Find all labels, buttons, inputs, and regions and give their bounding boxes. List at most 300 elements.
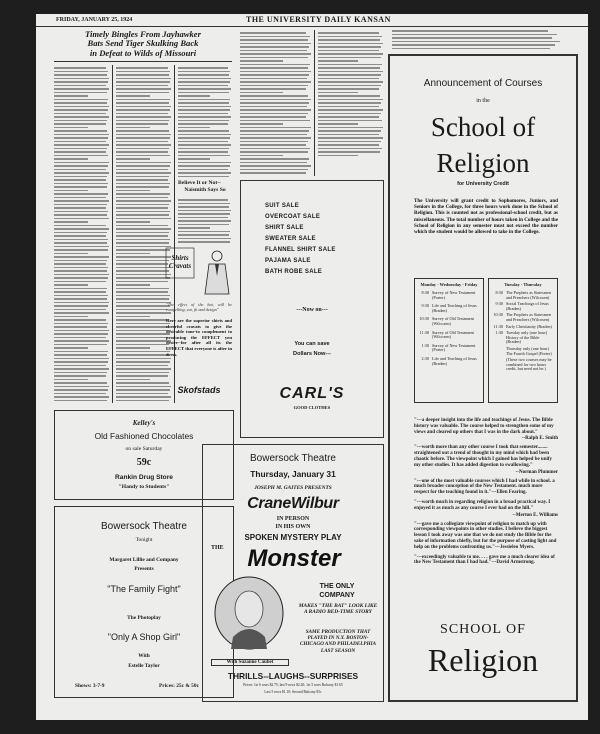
text-line [54,361,108,363]
text-line [178,231,230,233]
text-line [240,102,309,104]
text-line [54,74,107,76]
text-line [54,99,108,101]
text-line [54,204,107,206]
monster-company-2: COMPANY [319,592,355,599]
text-line [54,239,108,241]
text-line [116,127,150,129]
text-line [178,74,229,76]
text-line [240,137,311,139]
text-line [116,326,169,328]
text-line [54,288,107,290]
text-line [54,120,107,122]
text-line [240,148,310,150]
text-line [116,99,170,101]
text-line [116,235,168,237]
now-on: ---Now on--- [296,307,328,313]
kelleys-line-3: on sale Saturday [125,446,163,452]
text-line [240,109,311,111]
text-line [318,144,379,146]
text-line [54,176,107,178]
text-line [318,95,380,97]
text-line [116,400,169,402]
text-line [54,309,106,311]
text-line [116,242,169,244]
text-line [318,36,382,38]
monster-blurb-2: SAME PRODUCTION THAT PLAYED IN N.Y. BOSTON-CHICAGO AND PHILADELPHIA LAST SEASON [299,629,377,654]
kelleys-slogan: "Handy to Students" [118,484,170,490]
text-line [240,127,311,129]
testimonial: "---worth much in regarding religion in a broad practical way. I enjoyed it as much as any course I ever had on the hill." --Merton E. Williams [414,499,558,518]
bowersock-presenter: Margaret Lillie and Company [109,557,179,563]
kelleys-line-1: Kelley's [132,419,156,427]
text-line [116,113,168,115]
religion-in-the: in the [476,98,490,104]
text-line [116,207,168,209]
text-line [178,213,230,215]
text-line [54,386,109,388]
text-line [116,365,168,367]
text-line [54,281,106,283]
sale-item: FLANNEL SHIRT SALE [265,247,336,253]
bowersock-shows: Shows: 3-7-9 [75,683,105,689]
text-line [178,85,228,87]
text-line [116,319,168,321]
religion-credit: for University Credit [457,181,509,187]
text-line [116,162,171,164]
save-line-2: Dollars Now--- [293,351,331,357]
school-of-religion-ad [388,54,578,702]
text-line [54,344,107,346]
text-line [178,206,229,208]
text-line [54,165,108,167]
monster-spoken: SPOKEN MYSTERY PLAY [244,533,342,542]
text-line [116,288,169,290]
text-line [116,71,170,73]
text-line [116,88,171,90]
text-line [240,99,311,101]
monster-in-his-own: IN HIS OWN [275,524,311,530]
text-line [178,238,231,240]
text-line [116,120,169,122]
text-line [240,64,310,66]
text-line [178,78,231,80]
text-line [54,200,109,202]
text-line [54,302,109,304]
text-line [54,78,109,80]
text-line [116,389,170,391]
text-line [54,375,106,377]
text-line [178,123,228,125]
text-line [54,316,88,318]
text-line [54,95,88,97]
text-line [178,162,231,164]
text-line [54,400,107,402]
monster-play-ad [202,444,384,702]
text-line [54,382,107,384]
text-line [54,326,107,328]
monster-the: THE [211,545,224,551]
text-line [318,50,379,52]
text-line [178,165,230,167]
text-line [54,172,109,174]
text-line [392,48,550,50]
text-line [54,162,109,164]
text-line [318,32,379,34]
text-line [392,30,548,32]
text-line [116,382,169,384]
text-line [240,116,306,118]
text-line [116,183,170,185]
text-line [116,281,168,283]
text-line [240,57,308,59]
text-line [240,123,283,125]
text-line [178,241,230,243]
crane-wilbur-portrait [211,575,287,657]
text-line [392,44,555,46]
text-line [240,169,308,171]
text-line [178,155,230,157]
text-line [240,39,308,41]
text-line [240,50,307,52]
text-line [116,277,170,279]
text-line [178,224,229,226]
text-line [116,267,170,269]
text-line [392,34,557,36]
tt-schedule [488,278,558,403]
text-line [178,144,231,146]
text-line [54,337,106,339]
text-line [318,137,383,139]
text-line [240,60,283,62]
text-line [318,155,358,157]
text-line [54,221,88,223]
text-line [54,144,109,146]
text-line [54,372,107,374]
newspaper-title: THE UNIVERSITY DAILY KANSAN [246,15,391,24]
text-line [116,197,168,199]
text-line [116,256,171,258]
tt-heading: Tuesday - Thursday [504,282,542,287]
text-line [116,193,170,195]
text-line [240,46,309,48]
carls-logo: CARL'S [279,385,345,402]
text-line [54,347,88,349]
testimonial: "---one of the most valuable courses which I had while in school. a much broader conception of the New Testament. much more respect for the teaching found in it."---Ellen Fearing. [414,478,555,496]
bowersock-title: Bowersock Theatre [101,521,187,532]
testimonial: "---worth more than any other course I took that semester........ straightened out a trend of thought in my mind which had been chaotic before. The viewpoint which I gained has helped be unify my other studies. It has added digestion to swallowing." --Norman Plummer [414,445,558,475]
text-line [54,85,106,87]
text-line [240,53,311,55]
testimonial: "---gave me a collegiate viewpoint of religion to match up with corresponding viewpoints in other studies. I believe the biggest lesson I took away was one that we do not study the Bible for the sake of information chiefly, but for the purpose of casting light and help on the problems confronting us."---Jessieleo Myers. [414,521,557,550]
text-line [54,235,106,237]
text-line [318,127,383,129]
text-line [178,227,210,229]
text-line [116,148,169,150]
text-line [54,295,108,297]
text-line [318,39,380,41]
text-line [178,102,229,104]
text-line [116,396,171,398]
text-line [54,256,109,258]
schedule-row: Thursday only (one hour) The Fourth Gospel (Porter) [506,345,552,356]
text-line [178,172,231,174]
schedule-row: 11:30 Early Christianity (Braden) [493,323,552,329]
text-line [116,176,169,178]
text-line [54,319,106,321]
text-line [178,220,231,222]
text-line [54,214,107,216]
text-line [178,92,229,94]
text-line [54,267,108,269]
sale-item: SHIRT SALE [265,225,304,231]
text-line [116,92,169,94]
text-line [116,347,150,349]
schedule-row: 8:30 Survey of New Testament (Porter) [421,290,476,300]
text-line [318,141,381,143]
text-line [178,88,231,90]
text-line [116,232,169,234]
text-line [116,137,170,139]
text-line [240,144,306,146]
text-line [54,193,108,195]
carls-sale-ad [240,180,384,438]
monster-company-1: THE ONLY [319,583,355,590]
text-line [54,354,107,356]
text-line [116,130,169,132]
text-line [116,228,171,230]
text-line [116,218,171,220]
religion-intro: The University will grant credit to Sophomores, Juniors, and Seniors in the College, for three hours work done in the School of Religion. This is counted not as professional-school credit, but as miscellaneous. The total number of hours taken in College and the School of Religion in any semester must not exceed the number which the student would be allowed to take in the College. [414,198,558,236]
text-line [54,274,109,276]
text-line [54,358,109,360]
text-line [318,71,383,73]
text-line [318,92,358,94]
text-line [318,53,383,55]
text-line [54,253,88,255]
shirts-cravats-logo: Shirts Cravats [168,254,192,270]
text-line [116,316,150,318]
schedule-row: 2:30 Life and Teaching of Jesus (Braden) [421,355,477,366]
text-line [116,211,170,213]
text-line [54,92,107,94]
text-line [116,333,170,335]
text-line [240,155,283,157]
text-line [116,81,170,83]
text-line [318,57,381,59]
text-line [116,158,150,160]
bowersock-presents: Presents [134,566,154,572]
text-line [116,309,168,311]
text-line [116,305,170,307]
text-line [178,127,210,129]
text-line [116,172,171,174]
text-line [116,134,171,136]
text-line [318,43,383,45]
text-line [54,109,108,111]
text-line [116,155,170,157]
text-line [54,183,108,185]
text-line [54,323,108,325]
religion-footer-1: SCHOOL OF [440,622,526,637]
text-line [240,88,306,90]
text-line [116,165,170,167]
text-line [54,333,108,335]
text-line [54,232,107,234]
mwf-heading: Monday - Wednesday - Friday [420,282,478,287]
shirts-body: Here are the superior shirts and cheerful cravats to give the desirable tone-to complement to producing the EFFECT you desire--for after all its the EFFECT that everyone is after in dress. [166,318,232,357]
text-line [54,155,108,157]
text-line [318,123,358,125]
carls-tagline: GOOD CLOTHES [293,405,331,410]
text-line [318,151,380,153]
monster-title: Monster [247,545,341,572]
text-line [116,141,168,143]
text-line [54,379,88,381]
text-line [116,270,169,272]
save-line-1: You can save [294,341,330,347]
text-line [178,151,228,153]
text-line [178,116,231,118]
schedule-row: (These two courses may be combined for two hours credit, but need not be.) [506,357,552,372]
text-line [116,375,168,377]
schedule-row: 9:30 Social Teachings of Jesus (Braden) [495,301,549,311]
kelleys-line-2: Old Fashioned Chocolates [94,431,194,441]
religion-footer-2: Religion [427,642,539,678]
text-line [318,102,381,104]
sale-item: BATH ROBE SALE [265,269,323,275]
text-line [54,270,107,272]
text-line [240,95,308,97]
text-line [240,120,310,122]
text-line [54,263,106,265]
text-line [240,78,307,80]
text-line [318,130,381,132]
text-line [116,190,150,192]
page-header [36,14,588,27]
text-line [392,41,560,43]
monster-star: CraneWilbur [247,495,339,512]
text-line [116,354,169,356]
monster-presenter: JOSEPH M. GAITES PRESENTS [254,485,332,491]
headline-line-1: Timely Bingles From Jayhawker [85,29,201,39]
text-line [54,141,106,143]
bowersock-film: "Only A Shop Girl" [107,632,181,642]
text-line [318,109,383,111]
text-line [240,130,309,132]
middle-article-column-2 [318,30,384,158]
text-line [240,85,308,87]
shirts-cravats-ad [164,246,236,404]
monster-prices-2: Last 5 rows $1.10; Second Balcony 85c [264,690,322,694]
text-line [116,312,171,314]
text-line [240,106,307,108]
text-line [178,99,230,101]
text-line [318,134,379,136]
headline-line-2: Bats Send Tiger Skulking Back [87,38,199,49]
text-line [178,120,229,122]
text-line [116,78,171,80]
naismith-subtitle: Naismith Says So [184,187,226,193]
headline-line-3: in Defeat to Wilds of Missouri [89,47,197,58]
text-line [54,169,106,171]
text-line [54,102,107,104]
text-line [54,190,88,192]
text-line [116,291,168,293]
text-line [54,298,107,300]
bowersock-prices: Prices: 25c & 50c [159,683,199,689]
text-line [54,242,107,244]
text-line [54,151,106,153]
text-line [54,277,108,279]
text-line [178,81,230,83]
text-line [116,361,170,363]
right-article-top [392,28,562,50]
text-line [116,337,168,339]
text-line [318,78,379,80]
religion-announce: Announcement of Courses [423,78,543,89]
text-line [116,221,150,223]
text-line [116,249,170,251]
text-line [116,102,169,104]
text-line [116,95,150,97]
text-line [318,81,383,83]
text-line [116,123,168,125]
text-line [116,225,168,227]
text-line [116,116,171,118]
text-line [178,130,229,132]
text-line [178,134,231,136]
text-line [116,295,170,297]
text-line [54,284,88,286]
text-line [318,99,383,101]
text-line [178,67,228,69]
text-line [54,305,108,307]
text-line [54,211,108,213]
text-line [318,60,358,62]
article-column-3 [178,65,232,178]
text-line [178,176,229,178]
text-line [116,253,150,255]
bowersock-star: Estelle Taylor [128,663,160,669]
text-line [54,88,109,90]
bowersock-with: With [138,653,150,659]
text-line [54,71,108,73]
text-line [178,109,230,111]
naismith-box [178,180,232,194]
text-line [240,141,308,143]
religion-title-1: School of [430,112,536,142]
text-line [54,228,109,230]
text-line [240,158,309,160]
sale-item: OVERCOAT SALE [265,214,321,220]
text-line [116,284,150,286]
text-line [116,204,169,206]
text-line [116,340,171,342]
text-line [54,134,109,136]
newspaper-page [36,14,588,720]
schedule-row: 1:30 Tuesday only (one hour) History of the Bible (Braden) [495,330,548,345]
text-line [240,43,311,45]
text-line [178,158,210,160]
schedule-row: 9:30 Life and Teaching of Jesus (Braden) [421,303,477,313]
monster-prices-1: Prices: 1st 6 rows $2.75; last 9 rows $2.20; 1st 3 rows Balcony $1.65 [243,683,343,687]
mwf-schedule [414,278,484,403]
text-line [240,113,308,115]
testimonial: "---exceedingly valuable to me. . . . gave me a much clearer idea of the New Testament than I had had."---David Armstrong. [414,554,555,566]
testimonial: "---a deeper insight into the life and teachings of Jesus. The Bible history was valuable. The course helped to strengthen some of my views and cleared up others that I was in the dark about." --Ralph E. Smith [414,418,558,442]
sale-item: SUIT SALE [265,203,300,209]
